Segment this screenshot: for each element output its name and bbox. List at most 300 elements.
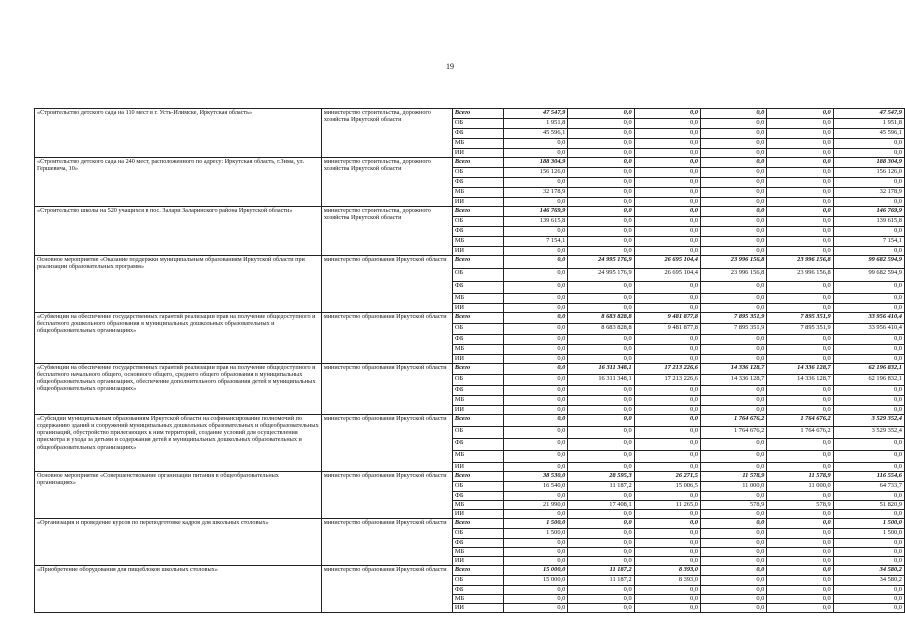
year-value: 578,9 xyxy=(701,501,767,510)
funding-source: ИИ xyxy=(452,355,503,364)
year-value: 0,0 xyxy=(634,396,700,406)
year-value: 0,0 xyxy=(767,492,833,501)
year-value: 0,0 xyxy=(634,282,700,294)
year-value: 0,0 xyxy=(701,492,767,501)
year-value: 0,0 xyxy=(568,396,634,406)
year-value: 0,0 xyxy=(701,576,767,586)
funding-source: МБ xyxy=(452,396,503,406)
year-value: 38 530,0 xyxy=(504,472,568,482)
year-value: 0,0 xyxy=(701,198,767,207)
year-value: 0,0 xyxy=(701,217,767,227)
year-value: 0,0 xyxy=(504,415,568,427)
funding-source: ФБ xyxy=(452,586,503,595)
year-value: 0,0 xyxy=(568,406,634,415)
year-value: 23 996 156,8 xyxy=(767,269,833,282)
year-value: 16 540,0 xyxy=(504,482,568,492)
table-row xyxy=(35,158,905,168)
total-value: 3 529 352,4 xyxy=(833,415,904,427)
funding-source: Всего xyxy=(452,207,503,217)
year-value: 0,0 xyxy=(701,282,767,294)
year-value: 578,9 xyxy=(767,501,833,510)
total-value: 7 154,1 xyxy=(833,237,904,247)
responsible-executor: министерство образования Иркутской области xyxy=(321,519,452,566)
activity-name: Основное мероприятие «Оказание поддержки муниципальным образованиям Иркутской области при реализации образовательных программ» xyxy=(35,256,322,313)
year-value: 0,0 xyxy=(504,492,568,501)
year-value: 0,0 xyxy=(701,158,767,168)
funding-source: ОБ xyxy=(452,269,503,282)
year-value: 0,0 xyxy=(568,439,634,451)
funding-source: ОБ xyxy=(452,375,503,386)
year-value: 0,0 xyxy=(634,557,700,566)
year-value: 0,0 xyxy=(767,282,833,294)
funding-source: ИИ xyxy=(452,198,503,207)
funding-source: МБ xyxy=(452,595,503,604)
year-value: 0,0 xyxy=(568,548,634,557)
year-value: 0,0 xyxy=(767,178,833,188)
year-value: 0,0 xyxy=(767,345,833,355)
year-value: 0,0 xyxy=(568,217,634,227)
year-value: 0,0 xyxy=(504,227,568,237)
year-value: 0,0 xyxy=(568,198,634,207)
year-value: 26 695 104,4 xyxy=(634,256,700,269)
total-value: 0,0 xyxy=(833,548,904,557)
year-value: 0,0 xyxy=(701,237,767,247)
year-value: 0,0 xyxy=(504,282,568,294)
year-value: 0,0 xyxy=(634,355,700,364)
year-value: 0,0 xyxy=(504,386,568,396)
total-value: 99 682 594,9 xyxy=(833,256,904,269)
responsible-executor: министерство образования Иркутской области xyxy=(321,472,452,519)
funding-source: ОБ xyxy=(452,482,503,492)
total-value: 45 596,1 xyxy=(833,129,904,139)
year-value: 0,0 xyxy=(504,149,568,158)
year-value: 0,0 xyxy=(767,198,833,207)
year-value: 0,0 xyxy=(504,304,568,313)
year-value: 0,0 xyxy=(767,406,833,415)
year-value: 0,0 xyxy=(568,557,634,566)
year-value: 0,0 xyxy=(504,510,568,519)
year-value: 0,0 xyxy=(504,604,568,613)
year-value: 0,0 xyxy=(504,406,568,415)
total-value: 156 126,0 xyxy=(833,168,904,178)
funding-source: ОБ xyxy=(452,324,503,335)
total-value: 1 500,0 xyxy=(833,529,904,539)
total-value: 0,0 xyxy=(833,294,904,304)
total-value: 33 956 410,4 xyxy=(833,313,904,324)
year-value: 23 996 156,8 xyxy=(767,256,833,269)
funding-source: Всего xyxy=(452,566,503,576)
total-value: 146 769,9 xyxy=(833,207,904,217)
total-value: 1 500,0 xyxy=(833,519,904,529)
table-row xyxy=(35,364,905,375)
year-value: 14 336 128,7 xyxy=(701,375,767,386)
year-value: 0,0 xyxy=(767,510,833,519)
year-value: 0,0 xyxy=(701,548,767,557)
total-value: 0,0 xyxy=(833,463,904,472)
total-value: 1 951,8 xyxy=(833,119,904,129)
activity-name: «Субвенции на обеспечение государственных гарантий реализации прав на получение общедоступного и бесплатного начального общего, основного общего, среднего общего образования в муниципальных общеобразовательных организациях, обеспечение дополнительного образования детей в муниципальных общеобразовательных организациях» xyxy=(35,364,322,415)
year-value: 0,0 xyxy=(568,129,634,139)
total-value: 0,0 xyxy=(833,396,904,406)
year-value: 0,0 xyxy=(504,294,568,304)
year-value: 0,0 xyxy=(504,198,568,207)
year-value: 0,0 xyxy=(634,237,700,247)
responsible-executor: министерство образования Иркутской области xyxy=(321,364,452,415)
year-value: 0,0 xyxy=(767,529,833,539)
budget-table xyxy=(34,108,905,613)
year-value: 0,0 xyxy=(568,207,634,217)
responsible-executor: министерство строительства, дорожного хозяйства Иркутской области xyxy=(321,207,452,256)
year-value: 15 000,0 xyxy=(504,566,568,576)
responsible-executor: министерство образования Иркутской области xyxy=(321,415,452,472)
year-value: 8 393,0 xyxy=(634,576,700,586)
year-value: 0,0 xyxy=(701,557,767,566)
table-row xyxy=(35,207,905,217)
year-value: 0,0 xyxy=(634,519,700,529)
year-value: 0,0 xyxy=(504,313,568,324)
total-value: 116 554,6 xyxy=(833,472,904,482)
year-value: 0,0 xyxy=(568,451,634,463)
year-value: 0,0 xyxy=(504,586,568,595)
year-value: 11 187,2 xyxy=(568,566,634,576)
year-value: 0,0 xyxy=(504,345,568,355)
activity-name: «Субсидии муниципальным образованиям Иркутской области на софинансирование полномочий по содержанию зданий и сооружений муниципальных дошкольных образовательных и общеобразовательных организаций, обустройство прилегающих к ним территорий, создание условий для осуществления присмотра и ухода за детьми и содержания детей в муниципальных дошкольных образовательных и общеобразовательных организациях» xyxy=(35,415,322,472)
year-value: 7 154,1 xyxy=(504,237,568,247)
year-value: 0,0 xyxy=(568,386,634,396)
year-value: 0,0 xyxy=(767,109,833,119)
total-value: 33 956 410,4 xyxy=(833,324,904,335)
year-value: 0,0 xyxy=(767,595,833,604)
total-value: 99 682 594,9 xyxy=(833,269,904,282)
year-value: 0,0 xyxy=(504,364,568,375)
year-value: 0,0 xyxy=(504,247,568,256)
total-value: 0,0 xyxy=(833,198,904,207)
year-value: 0,0 xyxy=(701,519,767,529)
year-value: 26 271,5 xyxy=(634,472,700,482)
funding-source: МБ xyxy=(452,188,503,198)
year-value: 0,0 xyxy=(767,149,833,158)
total-value: 0,0 xyxy=(833,595,904,604)
year-value: 7 895 351,9 xyxy=(701,313,767,324)
year-value: 0,0 xyxy=(568,595,634,604)
funding-source: ИИ xyxy=(452,406,503,415)
year-value: 0,0 xyxy=(701,247,767,256)
year-value: 1 951,8 xyxy=(504,119,568,129)
table-row xyxy=(35,519,905,529)
year-value: 17 213 226,6 xyxy=(634,375,700,386)
year-value: 0,0 xyxy=(701,109,767,119)
year-value: 0,0 xyxy=(701,119,767,129)
year-value: 28 595,3 xyxy=(568,472,634,482)
year-value: 23 996 156,8 xyxy=(701,256,767,269)
year-value: 0,0 xyxy=(568,427,634,439)
table-row xyxy=(35,472,905,482)
year-value: 0,0 xyxy=(701,227,767,237)
year-value: 1 500,0 xyxy=(504,529,568,539)
activity-name: Основное мероприятие «Совершенствование организации питания в общеобразовательных организациях» xyxy=(35,472,322,519)
year-value: 16 311 348,1 xyxy=(568,364,634,375)
year-value: 8 683 828,8 xyxy=(568,324,634,335)
year-value: 1 500,0 xyxy=(504,519,568,529)
table-row xyxy=(35,313,905,324)
funding-source: Всего xyxy=(452,519,503,529)
table-row xyxy=(35,256,905,269)
year-value: 0,0 xyxy=(634,304,700,313)
funding-source: Всего xyxy=(452,415,503,427)
year-value: 0,0 xyxy=(701,566,767,576)
year-value: 0,0 xyxy=(634,345,700,355)
total-value: 51 820,9 xyxy=(833,501,904,510)
year-value: 0,0 xyxy=(701,335,767,345)
year-value: 0,0 xyxy=(568,178,634,188)
year-value: 16 311 348,1 xyxy=(568,375,634,386)
year-value: 8 393,0 xyxy=(634,566,700,576)
year-value: 0,0 xyxy=(701,439,767,451)
year-value: 0,0 xyxy=(568,139,634,149)
year-value: 0,0 xyxy=(701,510,767,519)
year-value: 26 695 104,4 xyxy=(634,269,700,282)
year-value: 14 336 128,7 xyxy=(767,364,833,375)
year-value: 0,0 xyxy=(701,463,767,472)
year-value: 0,0 xyxy=(701,188,767,198)
year-value: 0,0 xyxy=(568,247,634,256)
year-value: 0,0 xyxy=(568,529,634,539)
funding-source: ОБ xyxy=(452,217,503,227)
page-number: 19 xyxy=(446,62,454,71)
year-value: 17 408,1 xyxy=(568,501,634,510)
total-value: 0,0 xyxy=(833,355,904,364)
year-value: 15 000,0 xyxy=(504,576,568,586)
year-value: 0,0 xyxy=(767,129,833,139)
year-value: 0,0 xyxy=(634,406,700,415)
year-value: 0,0 xyxy=(701,168,767,178)
activity-name: «Субвенции на обеспечение государственных гарантий реализации прав на получение общедоступного и бесплатного дошкольного образования в муниципальных дошкольных образовательных и общеобразовательных организациях» xyxy=(35,313,322,364)
responsible-executor: министерство образования Иркутской области xyxy=(321,566,452,613)
year-value: 0,0 xyxy=(634,539,700,548)
year-value: 0,0 xyxy=(634,178,700,188)
total-value: 34 580,2 xyxy=(833,566,904,576)
total-value: 0,0 xyxy=(833,406,904,415)
year-value: 0,0 xyxy=(634,188,700,198)
responsible-executor: министерство образования Иркутской области xyxy=(321,313,452,364)
year-value: 11 000,0 xyxy=(701,482,767,492)
funding-source: МБ xyxy=(452,237,503,247)
year-value: 0,0 xyxy=(568,149,634,158)
year-value: 0,0 xyxy=(701,355,767,364)
year-value: 0,0 xyxy=(504,269,568,282)
year-value: 0,0 xyxy=(504,324,568,335)
funding-source: Всего xyxy=(452,472,503,482)
year-value: 1 764 676,2 xyxy=(701,415,767,427)
year-value: 0,0 xyxy=(767,566,833,576)
year-value: 0,0 xyxy=(634,198,700,207)
funding-source: ИИ xyxy=(452,510,503,519)
activity-name: «Строительство детского сада на 110 мест в г. Усть-Илимске, Иркутская область» xyxy=(35,109,322,158)
year-value: 0,0 xyxy=(767,557,833,566)
year-value: 0,0 xyxy=(767,519,833,529)
total-value: 62 196 832,1 xyxy=(833,375,904,386)
year-value: 0,0 xyxy=(568,335,634,345)
year-value: 0,0 xyxy=(568,158,634,168)
activity-name: «Строительство школы на 520 учащихся в пос. Залари Заларинского района Иркутской области» xyxy=(35,207,322,256)
year-value: 0,0 xyxy=(767,227,833,237)
year-value: 0,0 xyxy=(504,178,568,188)
responsible-executor: министерство образования Иркутской области xyxy=(321,256,452,313)
year-value: 0,0 xyxy=(568,519,634,529)
year-value: 0,0 xyxy=(504,355,568,364)
year-value: 0,0 xyxy=(568,539,634,548)
year-value: 0,0 xyxy=(634,227,700,237)
year-value: 0,0 xyxy=(568,168,634,178)
funding-source: МБ xyxy=(452,451,503,463)
year-value: 0,0 xyxy=(568,415,634,427)
year-value: 8 683 828,8 xyxy=(568,313,634,324)
year-value: 146 769,9 xyxy=(504,207,568,217)
year-value: 23 996 156,8 xyxy=(701,269,767,282)
year-value: 0,0 xyxy=(634,463,700,472)
total-value: 188 304,9 xyxy=(833,158,904,168)
year-value: 11 187,2 xyxy=(568,482,634,492)
funding-source: Всего xyxy=(452,364,503,375)
year-value: 0,0 xyxy=(634,548,700,557)
year-value: 0,0 xyxy=(701,345,767,355)
year-value: 0,0 xyxy=(767,355,833,364)
total-value: 0,0 xyxy=(833,386,904,396)
funding-source: ФБ xyxy=(452,282,503,294)
year-value: 0,0 xyxy=(568,304,634,313)
year-value: 0,0 xyxy=(767,451,833,463)
year-value: 0,0 xyxy=(568,586,634,595)
year-value: 0,0 xyxy=(504,427,568,439)
total-value: 0,0 xyxy=(833,451,904,463)
funding-source: ИИ xyxy=(452,149,503,158)
year-value: 0,0 xyxy=(767,247,833,256)
year-value: 156 126,0 xyxy=(504,168,568,178)
year-value: 9 481 877,8 xyxy=(634,324,700,335)
year-value: 7 895 351,9 xyxy=(701,324,767,335)
funding-source: ИИ xyxy=(452,247,503,256)
year-value: 0,0 xyxy=(634,217,700,227)
year-value: 7 895 351,9 xyxy=(767,313,833,324)
funding-source: ОБ xyxy=(452,529,503,539)
year-value: 0,0 xyxy=(568,109,634,119)
funding-source: ФБ xyxy=(452,335,503,345)
funding-source: Всего xyxy=(452,109,503,119)
year-value: 0,0 xyxy=(767,207,833,217)
year-value: 0,0 xyxy=(701,178,767,188)
year-value: 0,0 xyxy=(634,529,700,539)
year-value: 0,0 xyxy=(767,158,833,168)
total-value: 34 580,2 xyxy=(833,576,904,586)
year-value: 11 187,2 xyxy=(568,576,634,586)
table-row xyxy=(35,566,905,576)
year-value: 139 615,8 xyxy=(504,217,568,227)
year-value: 0,0 xyxy=(634,492,700,501)
year-value: 0,0 xyxy=(701,149,767,158)
year-value: 0,0 xyxy=(568,345,634,355)
year-value: 1 764 676,2 xyxy=(767,415,833,427)
year-value: 0,0 xyxy=(767,188,833,198)
year-value: 0,0 xyxy=(767,217,833,227)
total-value: 0,0 xyxy=(833,345,904,355)
year-value: 11 000,0 xyxy=(767,482,833,492)
year-value: 0,0 xyxy=(504,451,568,463)
funding-source: ИИ xyxy=(452,604,503,613)
year-value: 0,0 xyxy=(504,463,568,472)
year-value: 0,0 xyxy=(568,463,634,472)
total-value: 0,0 xyxy=(833,492,904,501)
year-value: 0,0 xyxy=(701,207,767,217)
year-value: 0,0 xyxy=(504,557,568,566)
year-value: 0,0 xyxy=(634,604,700,613)
year-value: 0,0 xyxy=(767,119,833,129)
year-value: 0,0 xyxy=(767,386,833,396)
year-value: 0,0 xyxy=(701,451,767,463)
funding-source: ИИ xyxy=(452,304,503,313)
year-value: 0,0 xyxy=(634,595,700,604)
year-value: 0,0 xyxy=(767,586,833,595)
year-value: 0,0 xyxy=(634,451,700,463)
total-value: 64 733,7 xyxy=(833,482,904,492)
year-value: 0,0 xyxy=(504,256,568,269)
year-value: 0,0 xyxy=(701,129,767,139)
year-value: 0,0 xyxy=(634,207,700,217)
year-value: 0,0 xyxy=(568,188,634,198)
year-value: 0,0 xyxy=(701,294,767,304)
year-value: 0,0 xyxy=(634,168,700,178)
year-value: 0,0 xyxy=(701,304,767,313)
year-value: 0,0 xyxy=(504,139,568,149)
year-value: 11 578,9 xyxy=(701,472,767,482)
year-value: 0,0 xyxy=(701,604,767,613)
activity-name: «Организация и проведение курсов по переподготовке кадров для школьных столовых» xyxy=(35,519,322,566)
funding-source: ФБ xyxy=(452,539,503,548)
total-value: 0,0 xyxy=(833,149,904,158)
year-value: 0,0 xyxy=(568,119,634,129)
funding-source: ИИ xyxy=(452,463,503,472)
year-value: 0,0 xyxy=(634,415,700,427)
funding-source: МБ xyxy=(452,501,503,510)
year-value: 0,0 xyxy=(568,294,634,304)
funding-source: ФБ xyxy=(452,178,503,188)
funding-source: ИИ xyxy=(452,557,503,566)
responsible-executor: министерство строительства, дорожного хозяйства Иркутской области xyxy=(321,158,452,207)
year-value: 0,0 xyxy=(634,158,700,168)
total-value: 0,0 xyxy=(833,439,904,451)
table-row xyxy=(35,415,905,427)
year-value: 0,0 xyxy=(634,335,700,345)
funding-source: МБ xyxy=(452,139,503,149)
funding-source: ОБ xyxy=(452,119,503,129)
total-value: 0,0 xyxy=(833,282,904,294)
budget-table-body xyxy=(35,109,905,613)
funding-source: ФБ xyxy=(452,227,503,237)
year-value: 0,0 xyxy=(504,396,568,406)
year-value: 0,0 xyxy=(767,237,833,247)
total-value: 0,0 xyxy=(833,510,904,519)
funding-source: ОБ xyxy=(452,576,503,586)
funding-source: МБ xyxy=(452,294,503,304)
year-value: 0,0 xyxy=(634,129,700,139)
year-value: 0,0 xyxy=(701,529,767,539)
funding-source: ФБ xyxy=(452,492,503,501)
year-value: 0,0 xyxy=(504,375,568,386)
total-value: 0,0 xyxy=(833,539,904,548)
year-value: 14 336 128,7 xyxy=(701,364,767,375)
total-value: 0,0 xyxy=(833,227,904,237)
activity-name: «Строительство детского сада на 240 мест, расположенного по адресу: Иркутская область, г.Зима, ул. Гершевича, 10» xyxy=(35,158,322,207)
year-value: 24 995 176,9 xyxy=(568,269,634,282)
